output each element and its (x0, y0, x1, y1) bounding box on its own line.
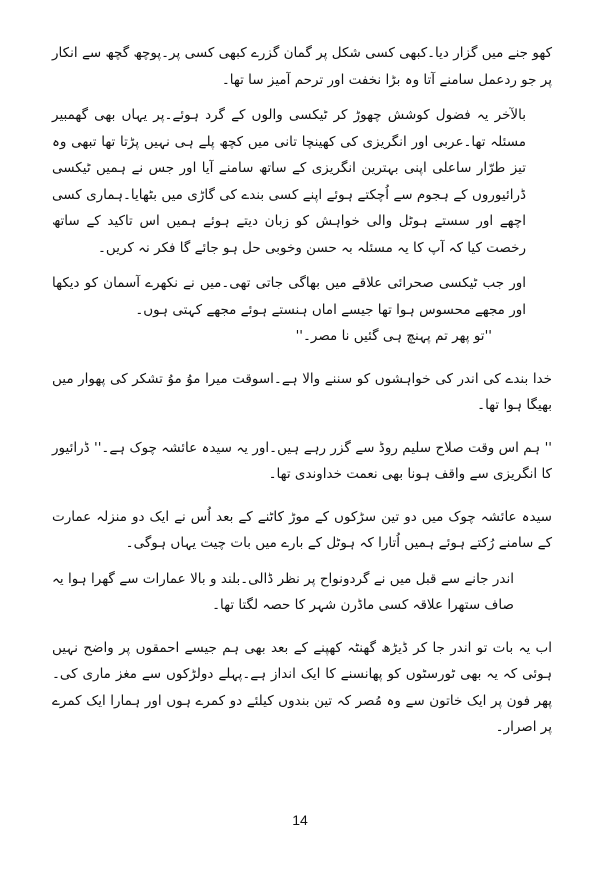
paragraph-6: '' ہم اس وقت صلاح سلیم روڈ سے گزر رہے ہیں۔اور یہ سیدہ عائشہ چوک ہے۔'' ڈرائیور کا انگریزی سے واقف ہونا بھی نعمت خداوندی تھا۔ (52, 439, 552, 482)
page-number: 14 (292, 812, 308, 828)
body-text (52, 40, 552, 741)
paragraph-8: اندر جانے سے قبل میں نے گردونواح پر نظر ڈالی۔بلند و بالا عمارات سے گھرا ہوا یہ صاف ستھرا علاقہ کسی ماڈرن شہر کا حصہ لگتا تھا۔ (52, 570, 514, 613)
paragraph-7: سیدہ عائشہ چوک میں دو تین سڑکوں کے موڑ کاٹنے کے بعد اُس نے ایک دو منزلہ عمارت کے سامنے رُکتے ہوئے ہمیں اُتارا کہ ہوٹل کے بارے میں بات چیت یہاں ہوگی۔ (52, 508, 552, 551)
paragraph-3: اور جب ٹیکسی صحرائی علاقے میں بھاگی جاتی تھی۔میں نے نکھرے آسمان کو دیکھا اور مجھے محسوس ہوا تھا جیسے اماں ہنستے ہوئے مجھے کہتی ہوں۔ (52, 275, 526, 318)
paragraph-4: ''تو پھر تم پہنچ ہی گئیں نا مصر۔'' (295, 328, 492, 344)
paragraph-5: خدا بندے کی اندر کی خواہشوں کو سننے والا ہے۔اسوقت میرا موُ موُ تشکر کی پھوار میں بھیگا ہوا تھا۔ (52, 370, 552, 413)
paragraph-2: بالآخر یہ فضول کوشش چھوڑ کر ٹیکسی والوں کے گرد ہوئے۔پر یہاں بھی گھمبیر مسئلہ تھا۔عربی اور انگریزی کی کھینچا تانی میں کچھ پلے ہی نہیں پڑتا تھا تبھی وہ تیز طرّار ساعلی اپنی بہترین انگریزی کے ساتھ سامنے آیا اور جس نے ہمیں ٹیکسی ڈرائیوروں کے ہجوم سے اُچکتے ہوئے اپنے کسی بندے کی گاڑی میں بٹھایا۔ہماری کسی اچھے اور سستے ہوٹل والی خواہش کو زبان دیتے ہوئے ہمیں اس تاکید کے ساتھ رخصت کیا کہ آپ کا یہ مسئلہ بہ حسن وخوبی حل ہو جائے گا فکر نہ کریں۔ (52, 107, 526, 256)
paragraph-1: کھو جنے میں گزار دیا۔کبھی کسی شکل پر گمان گزرے کبھی کسی پر۔پوچھ گچھ سے انکار پر جو ردعمل سامنے آتا وہ بڑا نخفت اور ترحم آمیز سا تھا۔ (52, 45, 552, 88)
paragraph-9: اب یہ بات تو اندر جا کر ڈیڑھ گھنٹہ کھپنے کے بعد بھی ہم جیسے احمقوں پر واضح نہیں ہوئی کہ یہ بھی ٹورسٹوں کو پھانسنے کا ایک انداز ہے۔پہلے دولڑکوں سے مغز ماری کی۔پھر فون پر ایک خاتون سے وہ مُصر کہ تین بندوں کیلئے دو کمرے ہوں اور ہمارا ایک کمرے پر اصرار۔ (52, 639, 552, 735)
